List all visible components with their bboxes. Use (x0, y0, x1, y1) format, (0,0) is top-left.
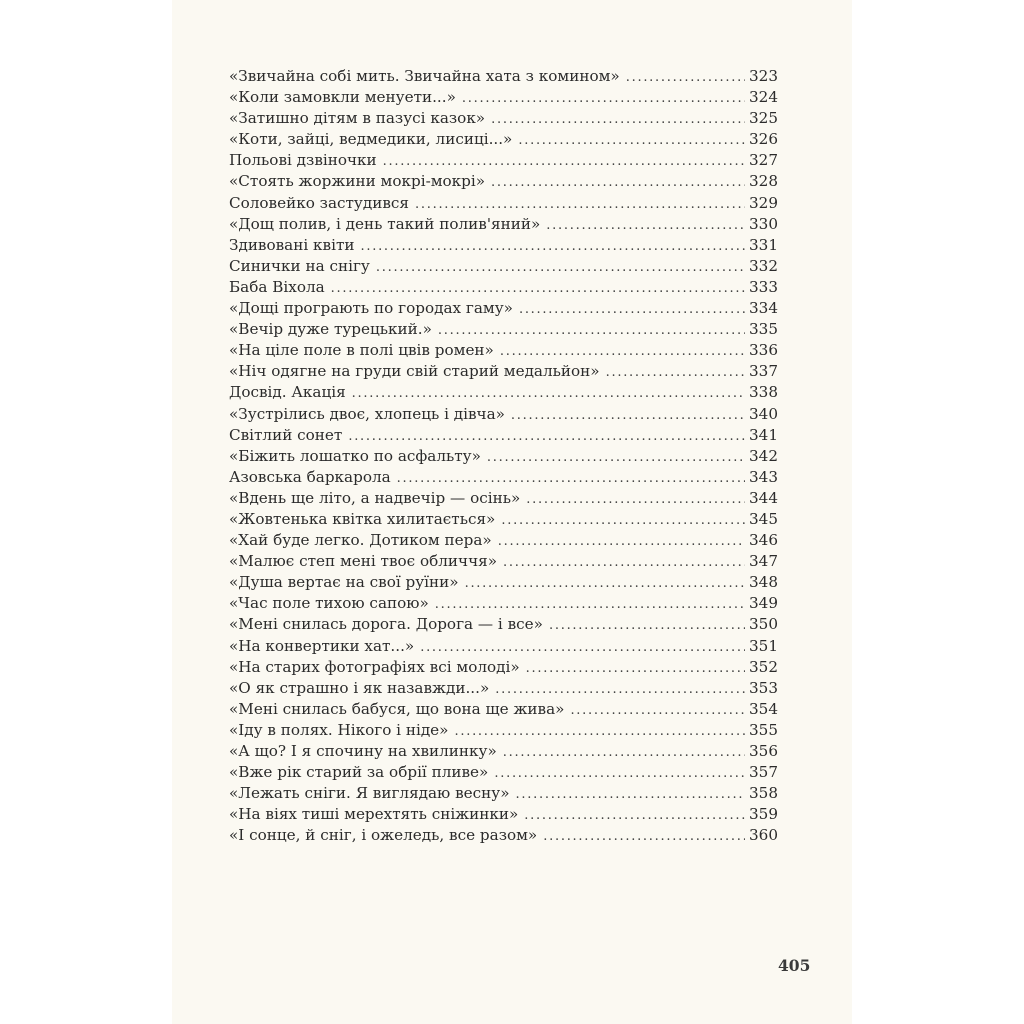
toc-entry-page: 341 (749, 425, 778, 444)
toc-entry-page: 323 (749, 67, 778, 85)
toc-entry-title: «На ціле поле в полі цвів ромен» (229, 341, 494, 360)
dot-leader (331, 278, 745, 299)
dot-leader (376, 257, 745, 278)
toc-entry[interactable] (229, 509, 778, 530)
book-page (172, 0, 852, 1024)
dot-leader (503, 552, 745, 573)
toc-entry-page: 332 (749, 256, 778, 275)
dot-leader (465, 573, 745, 594)
toc-entry[interactable] (229, 762, 778, 783)
toc-entry[interactable] (229, 382, 778, 403)
dot-leader (498, 531, 745, 552)
toc-entry-page: 350 (749, 615, 778, 634)
dot-leader (415, 194, 745, 215)
dot-leader (383, 151, 745, 172)
toc-entry-title: «На конвертики хат...» (229, 636, 415, 655)
toc-entry-page: 357 (749, 763, 778, 782)
toc-entry-title: «Звичайна собі мить. Звичайна хата з комином» (229, 67, 620, 85)
toc-entry[interactable] (229, 825, 778, 846)
dot-leader (524, 805, 745, 826)
toc-entry-title: «Дощ полив, і день такий полив'яний» (229, 214, 541, 233)
dot-leader (420, 637, 745, 658)
dot-leader (570, 700, 745, 721)
toc-entry-page: 324 (749, 88, 778, 107)
toc-entry-page: 356 (749, 742, 778, 760)
toc-entry-title: «Мені снилась бабуся, що вона ще жива» (229, 699, 565, 718)
dot-leader (438, 320, 745, 341)
toc-entry[interactable] (229, 657, 778, 678)
toc-entry-title: Світлий сонет (229, 425, 343, 444)
toc-entry[interactable] (229, 193, 778, 214)
toc-entry[interactable] (229, 804, 778, 825)
dot-leader (435, 594, 745, 615)
toc-entry-title: «На віях тиші мерехтять сніжинки» (229, 805, 519, 824)
toc-entry[interactable] (229, 150, 778, 171)
dot-leader (526, 658, 745, 679)
toc-entry-title: «На старих фотографіях всі молоді» (229, 657, 520, 676)
toc-entry-title: «Зустрілись двоє, хлопець і дівча» (229, 404, 505, 423)
dot-leader (495, 679, 745, 700)
toc-entry[interactable] (229, 488, 778, 509)
toc-entry[interactable] (229, 361, 778, 382)
toc-entry[interactable] (229, 741, 778, 762)
toc-entry[interactable] (229, 783, 778, 804)
toc-entry-page: 330 (749, 214, 778, 233)
dot-leader (546, 215, 745, 236)
toc-entry-page: 331 (749, 235, 778, 254)
toc-entry-page: 325 (749, 109, 778, 128)
toc-entry-title: «Малює степ мені твоє обличчя» (229, 552, 497, 571)
toc-entry-page: 337 (749, 362, 778, 381)
toc-entry-title: Азовська баркарола (229, 467, 391, 486)
toc-entry-page: 327 (749, 151, 778, 170)
toc-entry-title: «Душа вертає на свої руїни» (229, 573, 459, 592)
toc-entry[interactable] (229, 551, 778, 572)
toc-entry-title: «Ніч одягне на груди свій старий медальйон» (229, 362, 600, 381)
toc-entry[interactable] (229, 720, 778, 741)
toc-entry-page: 334 (749, 299, 778, 318)
toc-entry-page: 336 (749, 341, 778, 360)
toc-entry-page: 348 (749, 573, 778, 592)
toc-entry[interactable] (229, 108, 778, 129)
dot-leader (526, 489, 745, 510)
toc-entry[interactable] (229, 298, 778, 319)
dot-leader (462, 88, 745, 109)
toc-entry-title: «А що? І я спочину на хвилинку» (229, 742, 497, 760)
toc-entry-page: 344 (749, 488, 778, 507)
toc-entry-title: «Вже рік старий за обрії пливе» (229, 763, 489, 782)
toc-entry-page: 328 (749, 172, 778, 191)
toc-entry-page: 354 (749, 699, 778, 718)
toc-entry-title: «Коли замовкли менуети...» (229, 88, 456, 107)
toc-entry[interactable] (229, 530, 778, 551)
dot-leader (626, 67, 745, 88)
toc-entry[interactable] (229, 614, 778, 635)
toc-entry[interactable] (229, 572, 778, 593)
dot-leader (491, 109, 745, 130)
toc-entry-title: «Хай буде легко. Дотиком пера» (229, 531, 492, 550)
toc-entry[interactable] (229, 277, 778, 298)
toc-entry[interactable] (229, 699, 778, 720)
dot-leader (543, 826, 745, 847)
toc-entry[interactable] (229, 678, 778, 699)
toc-entry-title: «Стоять жоржини мокрі-мокрі» (229, 172, 486, 191)
toc-entry-title: «Дощі програють по городах гаму» (229, 299, 513, 318)
dot-leader (606, 362, 745, 383)
dot-leader (348, 426, 745, 447)
dot-leader (360, 236, 745, 257)
toc-entry-page: 335 (749, 320, 778, 339)
dot-leader (519, 299, 745, 320)
toc-entry-page: 343 (749, 467, 778, 486)
toc-entry[interactable] (229, 87, 778, 108)
table-of-contents (229, 66, 778, 846)
toc-entry[interactable] (229, 319, 778, 340)
dot-leader (494, 763, 745, 784)
toc-entry-title: «О як страшно і як назавжди...» (229, 678, 490, 697)
dot-leader (454, 721, 745, 742)
toc-entry-title: «Вдень ще літо, а надвечір — осінь» (229, 488, 521, 507)
toc-entry-title: Здивовані квіти (229, 235, 355, 254)
toc-entry-page: 340 (749, 404, 778, 423)
toc-entry-page: 351 (749, 636, 778, 655)
toc-entry[interactable] (229, 593, 778, 614)
toc-entry-title: «Жовтенька квітка хилитається» (229, 509, 496, 528)
dot-leader (518, 130, 745, 151)
toc-entry-title: «Біжить лошатко по асфальту» (229, 446, 481, 465)
toc-entry-page: 349 (749, 594, 778, 613)
toc-entry-page: 326 (749, 130, 778, 149)
toc-entry-page: 360 (749, 826, 778, 845)
toc-entry[interactable] (229, 256, 778, 277)
toc-entry-page: 342 (749, 446, 778, 465)
toc-entry-title: «Коти, зайці, ведмедики, лисиці...» (229, 130, 513, 149)
toc-entry-page: 358 (749, 784, 778, 803)
toc-entry[interactable] (229, 171, 778, 192)
toc-entry-title: Синички на снігу (229, 256, 370, 275)
toc-entry[interactable] (229, 467, 778, 488)
toc-entry[interactable] (229, 214, 778, 235)
toc-entry-page: 347 (749, 552, 778, 571)
toc-entry-page: 338 (749, 383, 778, 402)
toc-entry-page: 355 (749, 720, 778, 739)
toc-entry-title: Баба Віхола (229, 277, 325, 296)
page-number: 405 (778, 956, 811, 975)
toc-entry[interactable] (229, 636, 778, 657)
toc-entry[interactable] (229, 425, 778, 446)
dot-leader (503, 742, 745, 763)
toc-entry[interactable] (229, 129, 778, 150)
toc-entry-title: «Лежать сніги. Я виглядаю весну» (229, 784, 510, 803)
toc-entry-title: «Вечір дуже турецький.» (229, 320, 432, 339)
toc-entry-title: Соловейко застудився (229, 193, 409, 212)
dot-leader (549, 615, 745, 636)
toc-entry[interactable] (229, 404, 778, 425)
dot-leader (511, 405, 745, 426)
toc-entry[interactable] (229, 446, 778, 467)
toc-entry-page: 333 (749, 277, 778, 296)
toc-entry-title: Досвід. Акація (229, 383, 346, 402)
dot-leader (500, 341, 745, 362)
toc-entry[interactable] (229, 66, 778, 87)
toc-entry-page: 346 (749, 531, 778, 550)
toc-entry-page: 345 (749, 509, 778, 528)
toc-entry-page: 359 (749, 805, 778, 824)
dot-leader (352, 383, 745, 404)
toc-entry-page: 352 (749, 657, 778, 676)
toc-entry[interactable] (229, 235, 778, 256)
toc-entry-title: «Іду в полях. Нікого і ніде» (229, 720, 449, 739)
toc-entry-title: «І сонце, й сніг, і ожеледь, все разом» (229, 826, 538, 845)
toc-entry-title: «Мені снилась дорога. Дорога — і все» (229, 615, 543, 634)
toc-entry-page: 353 (749, 678, 778, 697)
dot-leader (487, 447, 745, 468)
dot-leader (397, 468, 745, 489)
toc-entry-title: «Час поле тихою сапою» (229, 594, 429, 613)
toc-entry-page: 329 (749, 193, 778, 212)
toc-entry-title: «Затишно дітям в пазусі казок» (229, 109, 486, 128)
toc-entry[interactable] (229, 340, 778, 361)
dot-leader (516, 784, 745, 805)
toc-entry-title: Польові дзвіночки (229, 151, 377, 170)
dot-leader (501, 510, 745, 531)
dot-leader (491, 172, 745, 193)
